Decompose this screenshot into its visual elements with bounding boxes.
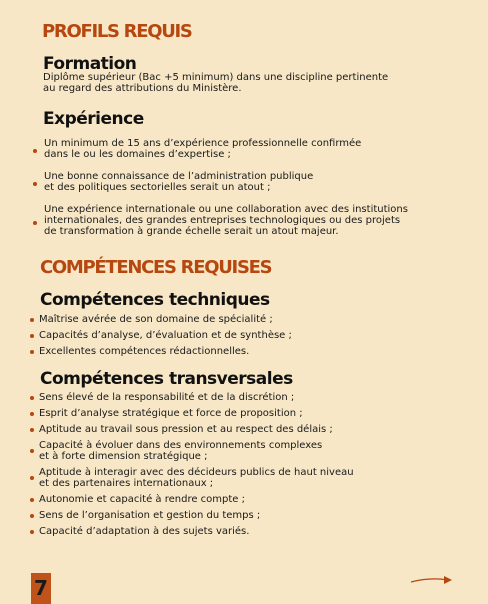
experience-heading: Expérience	[43, 109, 144, 129]
skill-item: Excellentes compétences rédactionnelles.	[30, 346, 292, 357]
experience-item: Un minimum de 15 ans d’expérience professionnelle confirmée dans le ou les domaines d’expertise ;	[33, 138, 408, 160]
page-number: 7	[31, 573, 51, 604]
experience-item: Une bonne connaissance de l’administration publique et des politiques sectorielles serait un atout ;	[33, 171, 408, 193]
experience-item: Une expérience internationale ou une collaboration avec des institutions internationales, des grandes entreprises technologiques ou des projets de transformation à grande échelle serait un atout majeur.	[33, 204, 408, 237]
skill-item: Autonomie et capacité à rendre compte ;	[30, 494, 354, 505]
competences-requises-title: COMPÉTENCES REQUISES	[40, 257, 272, 278]
skill-item: Capacités d’analyse, d’évaluation et de synthèse ;	[30, 330, 292, 341]
competences-transversales-heading: Compétences transversales	[40, 369, 293, 389]
arrow-right-icon[interactable]	[410, 574, 454, 586]
formation-heading: Formation	[43, 54, 137, 74]
profils-requis-title: PROFILS REQUIS	[42, 21, 192, 42]
competences-techniques-heading: Compétences techniques	[40, 290, 270, 310]
competences-techniques-list	[30, 314, 292, 362]
formation-text: Diplôme supérieur (Bac +5 minimum) dans une discipline pertinente au regard des attributions du Ministère.	[43, 72, 389, 94]
skill-item: Esprit d’analyse stratégique et force de proposition ;	[30, 408, 354, 419]
skill-item: Maîtrise avérée de son domaine de spécialité ;	[30, 314, 292, 325]
skill-item: Capacité à évoluer dans des environnements complexes et à forte dimension stratégique ;	[30, 440, 354, 462]
skill-item: Sens élevé de la responsabilité et de la discrétion ;	[30, 392, 354, 403]
skill-item: Capacité d’adaptation à des sujets variés.	[30, 526, 354, 537]
competences-transversales-list	[30, 392, 354, 542]
experience-list	[33, 138, 408, 248]
skill-item: Sens de l’organisation et gestion du temps ;	[30, 510, 354, 521]
skill-item: Aptitude à interagir avec des décideurs publics de haut niveau et des partenaires internationaux ;	[30, 467, 354, 489]
skill-item: Aptitude au travail sous pression et au respect des délais ;	[30, 424, 354, 435]
